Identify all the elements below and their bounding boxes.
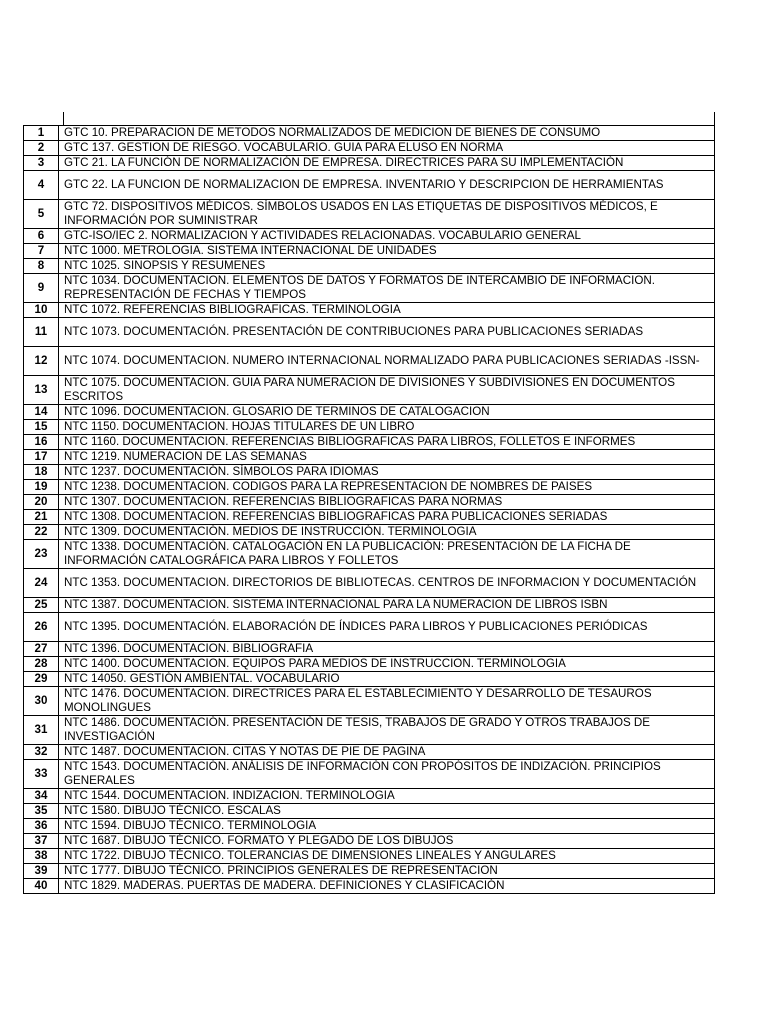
standard-title: NTC 1074. DOCUMENTACION. NUMERO INTERNACIONAL NORMALIZADO PARA PUBLICACIONES SERIADAS -ISSN- (59, 347, 715, 376)
table-row (24, 525, 715, 540)
standard-title: NTC 1687. DIBUJO TÉCNICO. FORMATO Y PLEGADO DE LOS DIBUJOS (59, 834, 715, 849)
row-number: 18 (24, 465, 59, 480)
standard-title: NTC 1309. DOCUMENTACIÓN. MEDIOS DE INSTRUCCIÓN. TERMINOLOGIA (59, 525, 715, 540)
standard-title: NTC 1150. DOCUMENTACION. HOJAS TITULARES DE UN LIBRO (59, 420, 715, 435)
row-number: 28 (24, 657, 59, 672)
table-row (24, 598, 715, 613)
table-row (24, 687, 715, 716)
standard-title: NTC 1486. DOCUMENTACIÓN. PRESENTACIÓN DE TESIS, TRABAJOS DE GRADO Y OTROS TRABAJOS DE INVESTIGACIÓN (59, 716, 715, 745)
standard-title: NTC 1353. DOCUMENTACION. DIRECTORIOS DE BIBLIOTECAS. CENTROS DE INFORMACION Y DOCUMENTACIÓN (59, 569, 715, 598)
table-row (24, 465, 715, 480)
standard-title: NTC 1396. DOCUMENTACION. BIBLIOGRAFIA (59, 642, 715, 657)
standard-title: NTC 1476. DOCUMENTACION. DIRECTRICES PARA EL ESTABLECIMIENTO Y DESARROLLO DE TESAUROS MONOLINGUES (59, 687, 715, 716)
standard-title: GTC 22. LA FUNCION DE NORMALIZACION DE EMPRESA. INVENTARIO Y DESCRIPCION DE HERRAMIENTAS (59, 171, 715, 200)
standard-title: NTC 1594. DIBUJO TÉCNICO. TERMINOLOGIA (59, 819, 715, 834)
row-number: 16 (24, 435, 59, 450)
row-number: 39 (24, 864, 59, 879)
standard-title: GTC 137. GESTION DE RIESGO. VOCABULARIO. GUIA PARA ELUSO EN NORMA (59, 141, 715, 156)
table-row (24, 849, 715, 864)
row-number: 35 (24, 804, 59, 819)
row-number: 36 (24, 819, 59, 834)
table-row (24, 495, 715, 510)
standard-title: NTC 1722. DIBUJO TÉCNICO. TOLERANCIAS DE DIMENSIONES LINEALES Y ANGULARES (59, 849, 715, 864)
row-number: 19 (24, 480, 59, 495)
standard-title: GTC 72. DISPOSITIVOS MÉDICOS. SÍMBOLOS USADOS EN LAS ETIQUETAS DE DISPOSITIVOS MÉDICOS, E INFORMACIÓN POR SUMINISTRAR (59, 200, 715, 229)
table-row (24, 126, 715, 141)
row-number: 24 (24, 569, 59, 598)
standard-title: NTC 1308. DOCUMENTACION. REFERENCIAS BIBLIOGRAFICAS PARA PUBLICACIONES SERIADAS (59, 510, 715, 525)
row-number: 8 (24, 259, 59, 274)
standard-title: NTC 1238. DOCUMENTACION. CODIGOS PARA LA REPRESENTACION DE NOMBRES DE PAISES (59, 480, 715, 495)
table-row (24, 435, 715, 450)
table-row (24, 450, 715, 465)
row-number: 20 (24, 495, 59, 510)
table-row (24, 569, 715, 598)
standard-title: NTC 1777. DIBUJO TÉCNICO. PRINCIPIOS GENERALES DE REPRESENTACION (59, 864, 715, 879)
row-number: 34 (24, 789, 59, 804)
table-row (24, 819, 715, 834)
table-row (24, 200, 715, 229)
table-row (24, 244, 715, 259)
row-number: 12 (24, 347, 59, 376)
table-row (24, 510, 715, 525)
table-row (24, 540, 715, 569)
table-row (24, 760, 715, 789)
standard-title: NTC 1072. REFERENCIAS BIBLIOGRAFICAS. TERMINOLOGIA (59, 303, 715, 318)
standard-title: GTC 10. PREPARACION DE METODOS NORMALIZADOS DE MEDICION DE BIENES DE CONSUMO (59, 126, 715, 141)
row-number: 29 (24, 672, 59, 687)
column-rule-right (714, 112, 715, 125)
table-row (24, 141, 715, 156)
standard-title: NTC 1338. DOCUMENTACIÓN. CATALOGACIÓN EN LA PUBLICACIÓN: PRESENTACIÓN DE LA FICHA DE INFORMACIÓN CATALOGRÁFICA PARA LIBROS Y FOLLETOS (59, 540, 715, 569)
standard-title: NTC 1487. DOCUMENTACION. CITAS Y NOTAS DE PIE DE PAGINA (59, 745, 715, 760)
table-row (24, 745, 715, 760)
row-number: 30 (24, 687, 59, 716)
row-number: 23 (24, 540, 59, 569)
table-row (24, 672, 715, 687)
row-number: 6 (24, 229, 59, 244)
table-row (24, 229, 715, 244)
table-row (24, 804, 715, 819)
standard-title: NTC 1400. DOCUMENTACION. EQUIPOS PARA MEDIOS DE INSTRUCCION. TERMINOLOGIA (59, 657, 715, 672)
row-number: 21 (24, 510, 59, 525)
standard-title: NTC 1096. DOCUMENTACION. GLOSARIO DE TERMINOS DE CATALOGACION (59, 405, 715, 420)
standard-title: NTC 1544. DOCUMENTACION. INDIZACION. TERMINOLOGIA (59, 789, 715, 804)
standard-title: NTC 1025. SINOPSIS Y RESUMENES (59, 259, 715, 274)
table-top-rules (63, 112, 715, 125)
table-row (24, 864, 715, 879)
standard-title: NTC 1395. DOCUMENTACIÓN. ELABORACIÓN DE ÍNDICES PARA LIBROS Y PUBLICACIONES PERIÓDICAS (59, 613, 715, 642)
row-number: 3 (24, 156, 59, 171)
standard-title: NTC 1387. DOCUMENTACION. SISTEMA INTERNACIONAL PARA LA NUMERACION DE LIBROS ISBN (59, 598, 715, 613)
standard-title: GTC-ISO/IEC 2. NORMALIZACION Y ACTIVIDADES RELACIONADAS. VOCABULARIO GENERAL (59, 229, 715, 244)
standard-title: NTC 14050. GESTIÓN AMBIENTAL. VOCABULARIO (59, 672, 715, 687)
standard-title: GTC 21. LA FUNCIÓN DE NORMALIZACIÓN DE EMPRESA. DIRECTRICES PARA SU IMPLEMENTACIÓN (59, 156, 715, 171)
standard-title: NTC 1034. DOCUMENTACION. ELEMENTOS DE DATOS Y FORMATOS DE INTERCAMBIO DE INFORMACION. REPRESENTACIÓN DE FECHAS Y TIEMPOS (59, 274, 715, 303)
row-number: 5 (24, 200, 59, 229)
table-row (24, 318, 715, 347)
standard-title: NTC 1000. METROLOGIA. SISTEMA INTERNACIONAL DE UNIDADES (59, 244, 715, 259)
table-row (24, 879, 715, 894)
row-number: 27 (24, 642, 59, 657)
row-number: 14 (24, 405, 59, 420)
row-number: 38 (24, 849, 59, 864)
standard-title: NTC 1580. DIBUJO TÉCNICO. ESCALAS (59, 804, 715, 819)
row-number: 32 (24, 745, 59, 760)
standard-title: NTC 1237. DOCUMENTACIÓN. SÍMBOLOS PARA IDIOMAS (59, 465, 715, 480)
row-number: 15 (24, 420, 59, 435)
table-row (24, 716, 715, 745)
row-number: 10 (24, 303, 59, 318)
table-row (24, 480, 715, 495)
row-number: 31 (24, 716, 59, 745)
standard-title: NTC 1073. DOCUMENTACIÓN. PRESENTACIÓN DE CONTRIBUCIONES PARA PUBLICACIONES SERIADAS (59, 318, 715, 347)
standard-title: NTC 1219. NUMERACION DE LAS SEMANAS (59, 450, 715, 465)
column-rule-left (63, 112, 64, 125)
row-number: 22 (24, 525, 59, 540)
row-number: 40 (24, 879, 59, 894)
row-number: 37 (24, 834, 59, 849)
standards-table (23, 125, 715, 894)
row-number: 11 (24, 318, 59, 347)
table-row (24, 789, 715, 804)
standards-table-body (24, 126, 715, 894)
standard-title: NTC 1307. DOCUMENTACION. REFERENCIAS BIBLIOGRAFICAS PARA NORMAS (59, 495, 715, 510)
table-row (24, 274, 715, 303)
row-number: 26 (24, 613, 59, 642)
table-row (24, 405, 715, 420)
row-number: 9 (24, 274, 59, 303)
table-row (24, 156, 715, 171)
table-row (24, 657, 715, 672)
row-number: 1 (24, 126, 59, 141)
row-number: 17 (24, 450, 59, 465)
table-row (24, 376, 715, 405)
table-row (24, 259, 715, 274)
row-number: 33 (24, 760, 59, 789)
row-number: 13 (24, 376, 59, 405)
standard-title: NTC 1543. DOCUMENTACIÓN. ANÁLISIS DE INFORMACIÓN CON PROPÓSITOS DE INDIZACIÓN. PRINCIPIOS GENERALES (59, 760, 715, 789)
standard-title: NTC 1160. DOCUMENTACION. REFERENCIAS BIBLIOGRAFICAS PARA LIBROS, FOLLETOS E INFORMES (59, 435, 715, 450)
row-number: 7 (24, 244, 59, 259)
table-row (24, 613, 715, 642)
row-number: 4 (24, 171, 59, 200)
row-number: 2 (24, 141, 59, 156)
table-row (24, 303, 715, 318)
standard-title: NTC 1829. MADERAS. PUERTAS DE MADERA. DEFINICIONES Y CLASIFICACIÓN (59, 879, 715, 894)
table-row (24, 642, 715, 657)
table-row (24, 347, 715, 376)
table-row (24, 420, 715, 435)
table-row (24, 834, 715, 849)
row-number: 25 (24, 598, 59, 613)
table-row (24, 171, 715, 200)
standard-title: NTC 1075. DOCUMENTACION. GUIA PARA NUMERACION DE DIVISIONES Y SUBDIVISIONES EN DOCUMENTOS ESCRITOS (59, 376, 715, 405)
